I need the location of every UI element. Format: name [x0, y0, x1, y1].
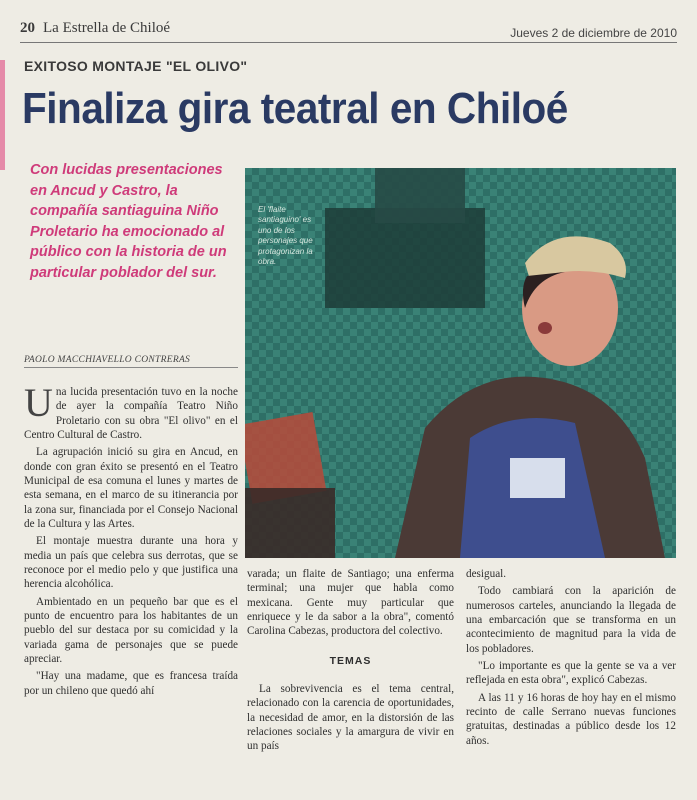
- paragraph: La sobrevivencia es el tema central, relacionado con la carencia de oportunidades, la necesidad de amor, en la distorsión de las relaciones sociales y la amargura de vivir en un país: [247, 683, 454, 753]
- article-lead: Con lucidas presentaciones en Ancud y Castro, la compañía santiaguina Niño Proletario ha emocionado al público con la historia de un particular poblador del sur.: [30, 162, 227, 281]
- photo-caption: El 'flaite santiaguino' es uno de los personajes que protagonizan la obra.: [258, 205, 313, 266]
- issue-date: Jueves 2 de diciembre de 2010: [510, 26, 677, 40]
- article-column-1: [24, 380, 238, 701]
- paragraph: "Lo importante es que la gente se va a ver reflejada en esta obra", explicó Cabezas.: [466, 659, 676, 687]
- section-subhead: TEMAS: [329, 654, 372, 667]
- paragraph: A las 11 y 16 horas de hoy hay en el mismo recinto de calle Serrano nuevas funciones gratuitas, destinadas a público desde los 12 años.: [466, 691, 676, 747]
- paragraph: Todo cambiará con la aparición de numerosos carteles, anunciando la llegada de una embarcación que se transforma en un acontecimiento de magnitud para la vida de los pobladores.: [466, 585, 676, 655]
- accent-bar: [0, 60, 5, 170]
- paragraph: El montaje muestra durante una hora y media un país que celebra sus derrotas, que se reconoce por el medio pelo y que justifica una herencia alcohólica.: [24, 535, 238, 591]
- drop-cap: U: [24, 380, 53, 425]
- newspaper-name: La Estrella de Chiloé: [43, 20, 171, 36]
- byline: PAOLO MACCHIAVELLO CONTRERAS: [24, 355, 238, 368]
- article-column-3: [466, 567, 676, 751]
- page-number: 20: [20, 20, 35, 36]
- article-headline: Finaliza gira teatral en Chiloé: [22, 84, 568, 133]
- paragraph: Una lucida presentación tuvo en la noche de ayer la compañía Teatro Niño Proletario con su obra "El olivo" en el Centro Cultural de Castro.: [24, 380, 238, 441]
- article-kicker: EXITOSO MONTAJE "EL OLIVO": [24, 58, 248, 74]
- paragraph: "Hay una madame, que es francesa traída por un chileno que quedó ahí: [24, 670, 238, 697]
- paragraph: varada; un flaite de Santiago; una enferma terminal; una mujer que habla como mexicana. Gente muy particular que enriquece y le da sabor a la obra", comentó Carolina Cabezas, productora del colectivo.: [247, 568, 454, 638]
- paragraph: desigual.: [466, 568, 507, 580]
- masthead: [20, 20, 170, 37]
- paragraph: Ambientado en un pequeño bar que es el punto de encuentro para los habitantes de un pueblo del sur destaca por su comicidad y la variada gama de personajes que se puede apreciar.: [24, 595, 238, 665]
- paragraph: La agrupación inició su gira en Ancud, en donde con gran éxito se presentó en el Teatro Municipal de esa comuna el lunes y martes de esta semana, en el marco de su itinerancia por la zona sur, financiada por el Consejo Nacional de la Cultura y las Artes.: [24, 446, 238, 530]
- masthead-rule: [20, 42, 677, 43]
- article-column-2: [247, 567, 454, 757]
